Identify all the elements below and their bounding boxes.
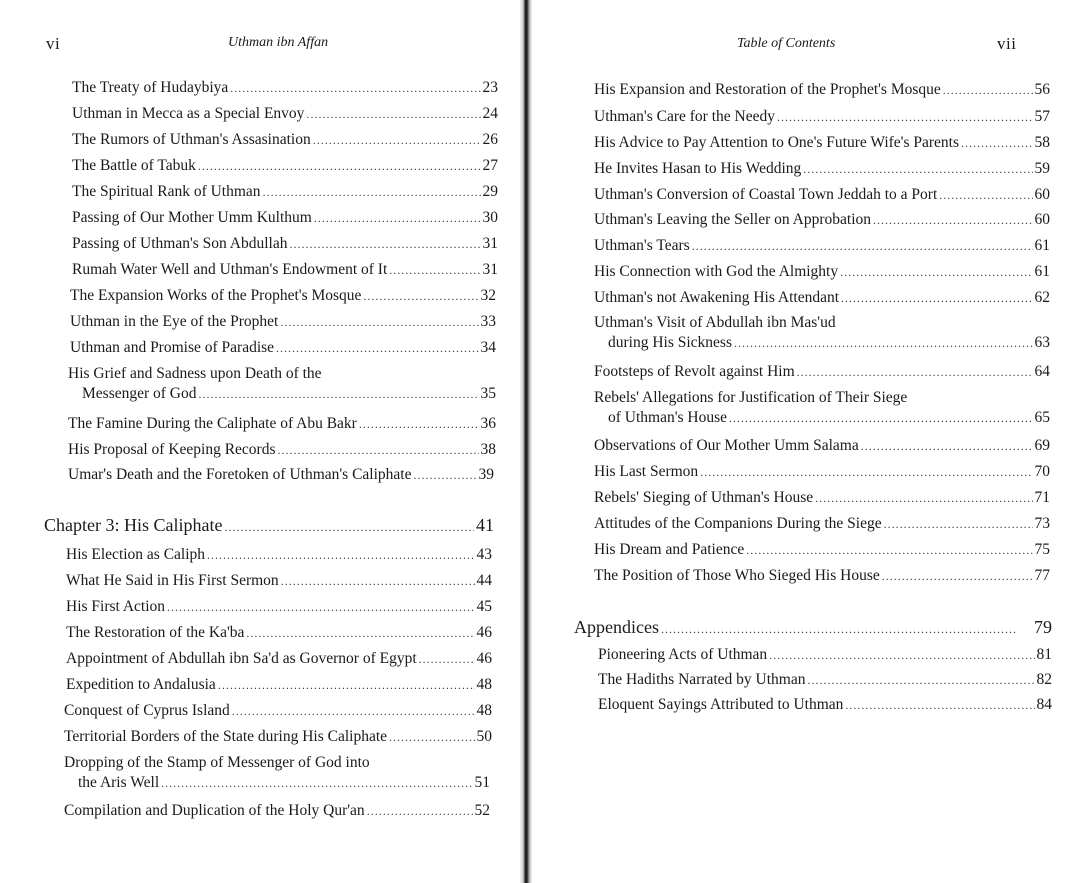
toc-entry-page: 59 <box>1034 160 1050 177</box>
toc-entry-title: Rumah Water Well and Uthman's Endowment of It <box>72 261 388 278</box>
toc-entry <box>594 236 1050 256</box>
toc-entry-page: 43 <box>476 546 492 563</box>
toc-entry-page: 32 <box>480 287 496 304</box>
toc-entry-page: 81 <box>1036 646 1052 663</box>
toc-entry-page: 71 <box>1034 489 1050 506</box>
toc-entry-page: 63 <box>1034 334 1050 351</box>
toc-entry-title: Uthman's not Awakening His Attendant <box>594 289 840 306</box>
running-head: Uthman ibn Affan <box>228 35 329 50</box>
toc-entry <box>594 362 1050 382</box>
toc-entry <box>594 313 1050 353</box>
toc-entry <box>594 288 1050 308</box>
toc-entry-title: Territorial Borders of the State during His Caliphate <box>64 728 388 745</box>
toc-entry-title: Passing of Uthman's Son Abdullah <box>72 235 288 252</box>
toc-entry-page: 34 <box>480 339 496 356</box>
toc-entry-page: 60 <box>1034 186 1050 203</box>
toc-entry-title: Observations of Our Mother Umm Salama <box>594 437 859 454</box>
toc-entry-page: 38 <box>480 441 496 458</box>
toc-entry-title: Expedition to Andalusia <box>66 676 216 693</box>
toc-entry <box>68 440 496 460</box>
toc-entry <box>66 675 492 695</box>
toc-entry-title: He Invites Hasan to His Wedding <box>594 160 802 177</box>
toc-entry-page: 29 <box>482 183 498 200</box>
toc-entry <box>594 80 1050 100</box>
toc-entry-page: 39 <box>478 466 494 483</box>
toc-chapter <box>44 515 494 537</box>
toc-entry <box>72 234 498 254</box>
toc-entry-page: 48 <box>476 702 492 719</box>
toc-entry <box>72 78 498 98</box>
toc-entry <box>594 436 1050 456</box>
toc-entry <box>594 514 1050 534</box>
toc-entry <box>66 649 492 669</box>
toc-entry <box>64 801 490 821</box>
toc-entry-title: Footsteps of Revolt against Him <box>594 363 795 380</box>
toc-entry <box>66 545 492 565</box>
toc-entry <box>66 623 492 643</box>
page-number: vii <box>997 34 1017 53</box>
toc-entry-page: 73 <box>1034 515 1050 532</box>
toc-entry <box>594 540 1050 560</box>
toc-entry-page: 77 <box>1034 567 1050 584</box>
toc-entry-page: 84 <box>1036 696 1052 713</box>
toc-entry-page: 33 <box>480 313 496 330</box>
toc-entry <box>598 695 1052 715</box>
toc-entry-page: 65 <box>1034 409 1050 426</box>
toc-entry-title: Umar's Death and the Foretoken of Uthman's Caliphate <box>68 466 412 483</box>
toc-entry-page: 52 <box>474 802 490 819</box>
toc-entry <box>68 364 496 404</box>
toc-entry <box>70 312 496 332</box>
toc-entry <box>70 286 496 306</box>
toc-entry-page: 44 <box>476 572 492 589</box>
toc-entry-title: Uthman and Promise of Paradise <box>70 339 275 356</box>
toc-entry-page: 64 <box>1034 363 1050 380</box>
toc-entry-page: 35 <box>480 385 496 402</box>
toc-entry-page: 36 <box>480 415 496 432</box>
toc-entry <box>594 210 1050 230</box>
toc-entry-title: the Aris Well <box>78 774 160 791</box>
toc-entry-title: Passing of Our Mother Umm Kulthum <box>72 209 312 226</box>
toc-entry-page: 57 <box>1034 108 1050 125</box>
toc-entry <box>594 107 1050 127</box>
toc-entry-title-line1: His Grief and Sadness upon Death of the <box>68 365 322 382</box>
toc-entry-title: Uthman's Tears <box>594 237 690 254</box>
toc-entry-title: during His Sickness <box>608 334 732 351</box>
toc-entry-page: 31 <box>482 235 498 252</box>
toc-entry-page: 61 <box>1034 237 1050 254</box>
toc-entry-title: His Advice to Pay Attention to One's Future Wife's Parents <box>594 134 960 151</box>
toc-entry-page: 61 <box>1034 263 1050 280</box>
toc-entry-page: 79 <box>1034 617 1052 637</box>
toc-chapter-title: Chapter 3: His Caliphate <box>44 515 223 535</box>
toc-entry-title: Pioneering Acts of Uthman <box>598 646 768 663</box>
right-page <box>532 0 1090 883</box>
toc-entry <box>594 488 1050 508</box>
toc-entry <box>64 753 490 793</box>
toc-entry-page: 31 <box>482 261 498 278</box>
page-number: vi <box>46 34 61 53</box>
toc-entry-title: Attitudes of the Companions During the Siege <box>594 515 882 532</box>
toc-entry-title: The Position of Those Who Sieged His House <box>594 567 880 584</box>
toc-entry <box>72 104 498 124</box>
toc-entry-page: 75 <box>1034 541 1050 558</box>
toc-entry <box>68 465 494 485</box>
toc-entry-title: Uthman's Care for the Needy <box>594 108 775 125</box>
toc-entry-title: His Dream and Patience <box>594 541 745 558</box>
toc-entry-page: 69 <box>1034 437 1050 454</box>
toc-entry <box>598 645 1052 665</box>
toc-entry-page: 48 <box>476 676 492 693</box>
toc-entry-page: 56 <box>1034 81 1050 98</box>
toc-entry-title: His Proposal of Keeping Records <box>68 441 276 458</box>
toc-entry-title: His Election as Caliph <box>66 546 206 563</box>
toc-entry-title: His Expansion and Restoration of the Prophet's Mosque <box>594 81 941 98</box>
toc-entry <box>72 260 498 280</box>
toc-entry-title: Rebels' Sieging of Uthman's House <box>594 489 814 506</box>
toc-entry <box>594 566 1050 586</box>
toc-entry-title: Uthman in Mecca as a Special Envoy <box>72 105 305 122</box>
toc-entry-title: The Battle of Tabuk <box>72 157 196 174</box>
toc-entry-title: The Treaty of Hudaybiya <box>72 79 229 96</box>
toc-entry <box>72 130 498 150</box>
toc-entry <box>66 571 492 591</box>
toc-entry <box>594 462 1050 482</box>
toc-entry <box>72 156 498 176</box>
toc-chapter-title: Appendices <box>574 617 659 637</box>
left-page <box>0 0 520 883</box>
toc-entry-page: 46 <box>476 624 492 641</box>
toc-entry <box>64 701 492 721</box>
toc-entry-title: The Restoration of the Ka'ba <box>66 624 245 641</box>
toc-entry-title: Uthman's Leaving the Seller on Approbation <box>594 211 872 228</box>
book-gutter <box>520 0 532 883</box>
toc-entry-title: The Famine During the Caliphate of Abu Bakr <box>68 415 357 432</box>
toc-entry-page: 26 <box>482 131 498 148</box>
toc-entry <box>64 727 492 747</box>
toc-entry-page: 58 <box>1034 134 1050 151</box>
toc-entry-title: His Connection with God the Almighty <box>594 263 839 280</box>
toc-entry-title: Compilation and Duplication of the Holy Qur'an <box>64 802 365 819</box>
toc-entry <box>72 208 498 228</box>
toc-entry-title: What He Said in His First Sermon <box>66 572 279 589</box>
toc-entry-page: 45 <box>476 598 492 615</box>
toc-entry-page: 70 <box>1034 463 1050 480</box>
toc-entry-page: 23 <box>482 79 498 96</box>
toc-entry <box>594 185 1050 205</box>
toc-entry-title: Eloquent Sayings Attributed to Uthman <box>598 696 844 713</box>
toc-entry <box>594 159 1050 179</box>
toc-entry <box>594 388 1050 428</box>
toc-entry-page: 62 <box>1034 289 1050 306</box>
toc-entry-title-line1: Uthman's Visit of Abdullah ibn Mas'ud <box>594 314 836 331</box>
toc-entry-title: Uthman in the Eye of the Prophet <box>70 313 279 330</box>
toc-entry <box>594 262 1050 282</box>
toc-entry-title: His Last Sermon <box>594 463 699 480</box>
toc-entry-page: 41 <box>476 515 494 535</box>
toc-entry-title: Uthman's Conversion of Coastal Town Jeddah to a Port <box>594 186 938 203</box>
toc-entry-page: 46 <box>476 650 492 667</box>
toc-entry-title-line1: Dropping of the Stamp of Messenger of God into <box>64 754 370 771</box>
toc-entry-title: The Expansion Works of the Prophet's Mosque <box>70 287 362 304</box>
toc-entry-page: 50 <box>476 728 492 745</box>
toc-entry-page: 24 <box>482 105 498 122</box>
toc-entry-page: 30 <box>482 209 498 226</box>
toc-entry-title: Messenger of God <box>82 385 197 402</box>
toc-entry <box>70 338 496 358</box>
toc-entry-title: Appointment of Abdullah ibn Sa'd as Governor of Egypt <box>66 650 417 667</box>
running-head: Table of Contents <box>737 36 836 51</box>
toc-entry-title: His First Action <box>66 598 166 615</box>
toc-entry <box>68 414 496 434</box>
toc-entry-title: of Uthman's House <box>608 409 728 426</box>
toc-chapter <box>574 617 1052 639</box>
toc-entry-page: 82 <box>1036 671 1052 688</box>
toc-entry <box>66 597 492 617</box>
toc-entry <box>594 133 1050 153</box>
toc-entry-title: The Spiritual Rank of Uthman <box>72 183 261 200</box>
toc-entry-page: 60 <box>1034 211 1050 228</box>
toc-entry-page: 51 <box>474 774 490 791</box>
toc-entry-title: Conquest of Cyprus Island <box>64 702 230 719</box>
toc-entry-title: The Hadiths Narrated by Uthman <box>598 671 806 688</box>
toc-entry <box>72 182 498 202</box>
toc-entry-title: The Rumors of Uthman's Assasination <box>72 131 311 148</box>
toc-entry <box>598 670 1052 690</box>
toc-entry-page: 27 <box>482 157 498 174</box>
toc-entry-title-line1: Rebels' Allegations for Justification of Their Siege <box>594 389 908 406</box>
